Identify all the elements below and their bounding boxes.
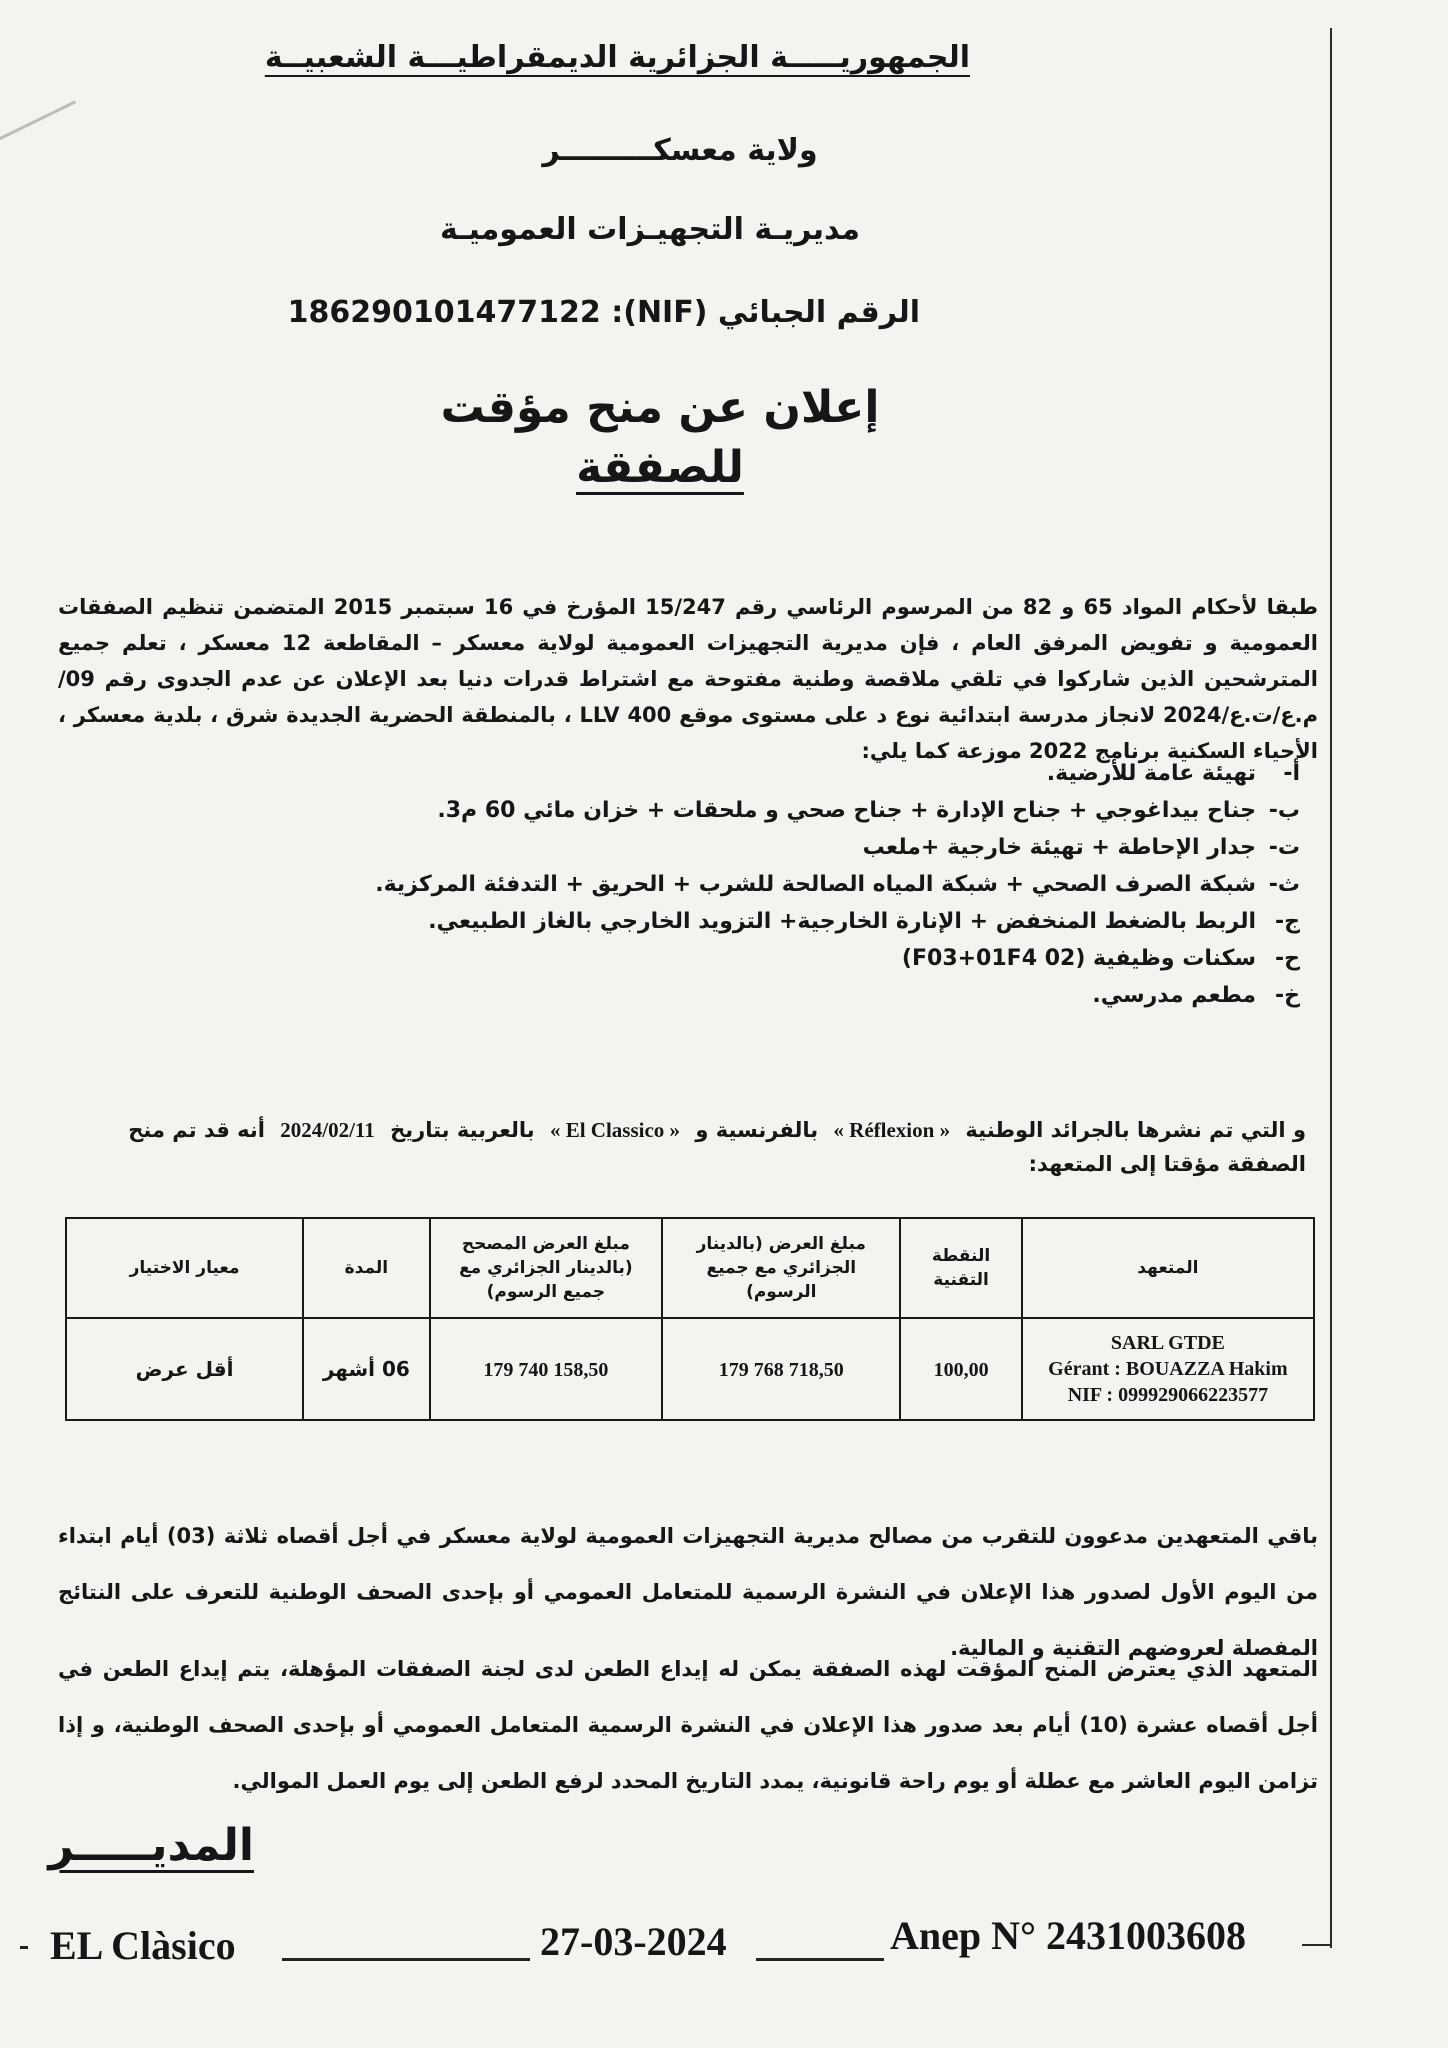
works-item-marker: ث- <box>1268 872 1300 897</box>
bidder-manager: Gérant : BOUAZZA Hakim <box>1048 1358 1288 1380</box>
notice-text: و التي تم نشرها بالجرائد الوطنية <box>965 1118 1306 1142</box>
appeal-paragraph: المتعهد الذي يعترض المنح المؤقت لهذه الصفقة يمكن له إيداع الطعن لدى لجنة الصفقات المؤهلة، يتم إيداع الطعن في أجل أقصاه عشرة (10) أيام بعد صدور هذا الإعلان في النشرة الرسمية المتعامل العمومي أو بإحدى الصحف الوطنية، و إذا تزامن اليوم العاشر مع عطلة أو يوم راحة قانونية، يمدد التاريخ المحدد لرفع الطعن إلى يوم العمل الموالي. <box>58 1657 1318 1793</box>
bidder-nif: NIF : 099929066223577 <box>1067 1384 1269 1406</box>
cell-corrected-amount <box>430 1318 663 1420</box>
works-item-text: مطعم مدرسي. <box>1092 983 1256 1008</box>
works-item-marker: أ- <box>1283 761 1300 786</box>
cell-offer-amount <box>662 1318 900 1420</box>
footer-separator <box>282 1958 530 1961</box>
footer-dash <box>20 1946 28 1949</box>
works-item-text: جدار الإحاطة + تهيئة خارجية +ملعب <box>862 835 1256 860</box>
cell-duration: 06 أشهر <box>303 1318 429 1420</box>
newspaper-notice <box>58 1113 1306 1181</box>
table-header-row <box>66 1218 1314 1318</box>
header-selection-criterion: معيار الاختيار <box>66 1218 303 1318</box>
works-list <box>375 755 1300 1014</box>
directorate-heading: مديريـة التجهيـزات العموميـة <box>440 212 860 247</box>
cell-technical-score <box>900 1318 1021 1420</box>
works-item-marker: ب- <box>1268 798 1300 823</box>
header-technical-score: النقطة التقنية <box>900 1218 1021 1318</box>
works-item-text: الربط بالضغط المنخفض + الإنارة الخارجية+ التزويد الخارجي بالغاز الطبيعي. <box>428 909 1256 934</box>
works-item-text: جناح بيداغوجي + جناح الإدارة + جناح صحي و ملحقات + خزان مائي 60 م3. <box>437 798 1256 823</box>
works-item <box>480 829 1300 866</box>
other-bidders-paragraph: باقي المتعهدين مدعوون للتقرب من مصالح مديرية التجهيزات العمومية لولاية معسكر في أجل أقصاه ثلاثة (03) أيام ابتداء من اليوم الأول لصدور هذا الإعلان في النشرة الرسمية للمتعامل العمومي أو بإحدى الصحف الوطنية للتعرف على النتائج المفصلة لعروضهم التقنية و المالية. <box>58 1524 1318 1660</box>
publication-date: 2024/02/11 <box>280 1118 375 1142</box>
works-item <box>428 903 1300 940</box>
announcement-title: إعلان عن منح مؤقت <box>440 382 880 433</box>
offer-amount: 179 768 718,50 <box>718 1358 844 1381</box>
works-item <box>437 792 1300 829</box>
works-item-text: شبكة الصرف الصحي + شبكة المياه الصالحة للشرب + الحريق + التدفئة المركزية. <box>375 872 1256 897</box>
works-item <box>480 755 1300 792</box>
intro-paragraph: طبقا لأحكام المواد 65 و 82 من المرسوم الرئاسي رقم 15/247 المؤرخ في 16 سبتمبر 2015 المتضمن تنظيم الصفقات العمومية و تفويض المرفق العام ، فإن مديرية التجهيزات العمومية لولاية معسكر – المقاطعة 12 معسكر ، تعلم جميع المترشحين الذين شاركوا في تلقي ملاقصة وطنية مفتوحة مع اشتراط قدرات دنيا بعد الإعلان عن عدم الجدوى رقم 09/م.ع/ت.ع/2024 لانجاز مدرسة ابتدائية نوع د على مستوى موقع LLV 400 ، بالمنطقة الحضرية الجديدة شرق ، بلدية معسكر ، الأحياء السكنية برنامج 2022 موزعة كما يلي: <box>58 595 1318 763</box>
footer-newspaper: EL Clàsico <box>50 1923 236 1968</box>
works-item <box>480 940 1300 977</box>
footer-date: 27-03-2024 <box>540 1919 727 1964</box>
footer-separator <box>756 1958 884 1961</box>
scan-fold-line <box>0 100 76 142</box>
header-corrected-amount: مبلغ العرض المصحح (بالدينار الجزائري مع جميع الرسوم) <box>430 1218 663 1318</box>
works-item-marker: ج- <box>1275 909 1300 934</box>
works-item <box>480 977 1300 1014</box>
works-item-marker: خ- <box>1275 983 1300 1008</box>
notice-text: أنه قد تم منح الصفقة مؤقتا إلى المتعهد: <box>128 1118 1306 1176</box>
header-duration: المدة <box>303 1218 429 1318</box>
works-item <box>375 866 1300 903</box>
notice-text: بالفرنسية و <box>695 1118 819 1142</box>
corrected-amount: 179 740 158,50 <box>483 1358 609 1381</box>
works-item-marker: ت- <box>1268 835 1300 860</box>
award-table <box>65 1217 1315 1421</box>
works-item-text: تهيئة عامة للأرضية. <box>1046 761 1256 786</box>
footer-anep-number: Anep N° 2431003608 <box>890 1913 1247 1958</box>
wilaya-heading: ولاية معسكـــــــــر <box>542 133 818 168</box>
bidder-name: SARL GTDE <box>1110 1332 1225 1354</box>
cell-bidder <box>1022 1318 1314 1420</box>
tax-id-line: الرقم الجبائي (NIF): 186290101477122 <box>287 295 920 330</box>
header-offer-amount: مبلغ العرض (بالدينار الجزائري مع جميع الرسوم) <box>662 1218 900 1318</box>
publication-footer <box>20 1912 1310 1972</box>
country-heading: الجمهوريـــــة الجزائرية الديمقراطيـــة الشعبيــة <box>264 40 970 75</box>
header-bidder: المتعهد <box>1022 1218 1314 1318</box>
newspaper-name-reflexion: « Réflexion » <box>833 1118 951 1142</box>
table-row <box>66 1318 1314 1420</box>
works-item-text: سكنات وظيفية (02 F03+01F4) <box>901 946 1256 971</box>
newspaper-name-classico: « El Classico » <box>549 1118 681 1142</box>
director-signature-title: المديـــــر <box>48 1820 254 1871</box>
notice-text: بالعربية بتاريخ <box>390 1118 535 1142</box>
right-border-rule <box>1330 28 1332 1948</box>
announcement-title-line2: للصفقة <box>576 442 744 493</box>
technical-score: 100,00 <box>933 1358 989 1381</box>
cell-selection-criterion: أقل عرض <box>66 1318 303 1420</box>
works-item-marker: ح- <box>1275 946 1300 971</box>
